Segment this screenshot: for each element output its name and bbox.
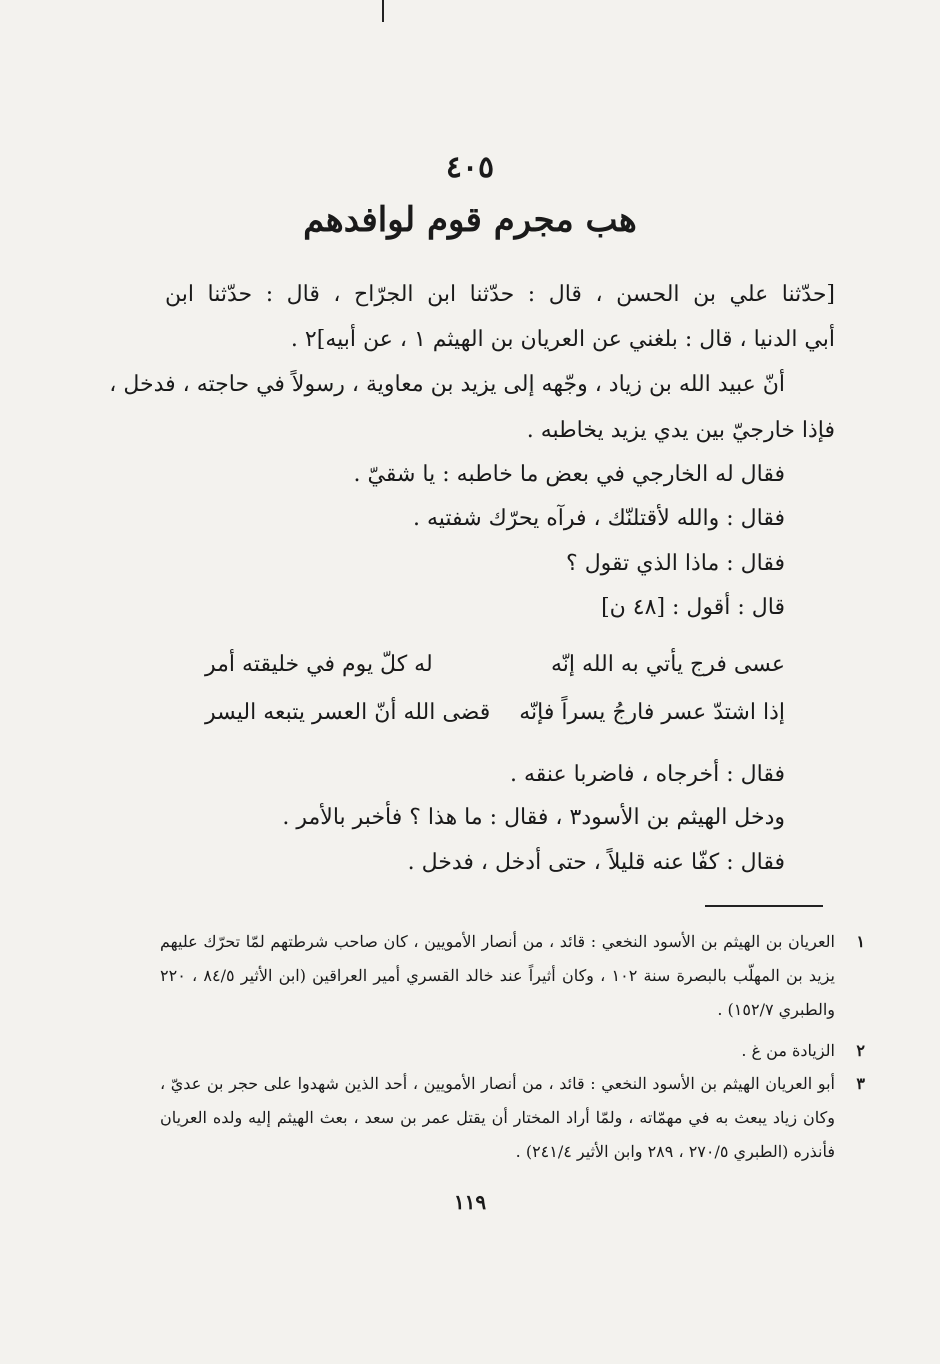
verse-first-hemistich: عسى فرج يأتي به الله إنّه: [550, 652, 785, 677]
body-line: فإذا خارجيّ بين يدي يزيد يخاطبه .: [526, 418, 835, 443]
footnote-1: [160, 925, 865, 1027]
body-line: قال : أقول : [٤٨ ن]: [601, 595, 785, 620]
body-line: فقال له الخارجي في بعض ما خاطبه : يا شقيّ .: [353, 462, 785, 487]
footnote-number: ٣: [856, 1074, 865, 1093]
footnote-2: [160, 1034, 865, 1068]
footnote-text: الزيادة من غ .: [741, 1041, 835, 1060]
verse-second-hemistich: له كلّ يوم في خليقته أمر: [205, 652, 433, 677]
body-line: فقال : ماذا الذي تقول ؟: [566, 551, 785, 576]
footnote-number: ١: [856, 932, 865, 951]
piece-title: هب مجرم قوم لوافدهم: [303, 200, 637, 240]
body-line: [حدّثنا علي بن الحسن ، قال : حدّثنا ابن الجرّاح ، قال : حدّثنا ابن: [165, 282, 835, 307]
body-line: فقال : كفّا عنه قليلاً ، حتى أدخل ، فدخل .: [407, 850, 785, 875]
footnote-text: العريان بن الهيثم بن الأسود النخعي : قائد ، من أنصار الأمويين ، كان صاحب شرطتهم لمّا تحرّك عليهم يزيد بن المهلّب بالبصرة سنة ١٠٢ ، وكان أثيراً عند خالد القسري أمير العراقين (ابن الأثير ٨٤/٥ ، ٢٢٠ والطبري ١٥٢/٧) .: [160, 932, 836, 1019]
verse-second-hemistich: قضى الله أنّ العسر يتبعه اليسر: [205, 700, 491, 725]
footnote-text: أبو العريان الهيثم بن الأسود النخعي : قائد ، من أنصار الأمويين ، أحد الذين شهدوا على حجر بن عديّ ، وكان زياد يبعث به في مهمّاته ، ولمّا أراد المختار أن يقتل عمر بن سعد ، بعث الهيثم إليه ولده العريان فأنذره (الطبري ٢٧٠/٥ ، ٢٨٩ وابن الأثير ٢٤١/٤) .: [160, 1074, 835, 1161]
footnote-3: [160, 1067, 865, 1169]
verse-first-hemistich: إذا اشتدّ عسر فارجُ يسراً فإنّه: [519, 700, 785, 725]
footnote-separator: [705, 905, 823, 907]
body-line: أبي الدنيا ، قال : بلغني عن العريان بن الهيثم ١ ، عن أبيه]٢ .: [290, 327, 835, 352]
piece-number: ٤٠٥: [445, 150, 495, 185]
body-line: ودخل الهيثم بن الأسود٣ ، فقال : ما هذا ؟ فأخبر بالأمر .: [282, 805, 785, 830]
body-line: فقال : والله لأقتلنّك ، فرآه يحرّك شفتيه .: [413, 506, 785, 531]
page-number: ١١٩: [453, 1190, 487, 1214]
body-line: فقال : أخرجاه ، فاضربا عنقه .: [509, 762, 785, 787]
footnote-number: ٢: [856, 1041, 865, 1060]
body-line: أنّ عبيد الله بن زياد ، وجّهه إلى يزيد بن معاوية ، رسولاً في حاجته ، فدخل ،: [109, 372, 785, 397]
top-rule: [382, 0, 384, 22]
